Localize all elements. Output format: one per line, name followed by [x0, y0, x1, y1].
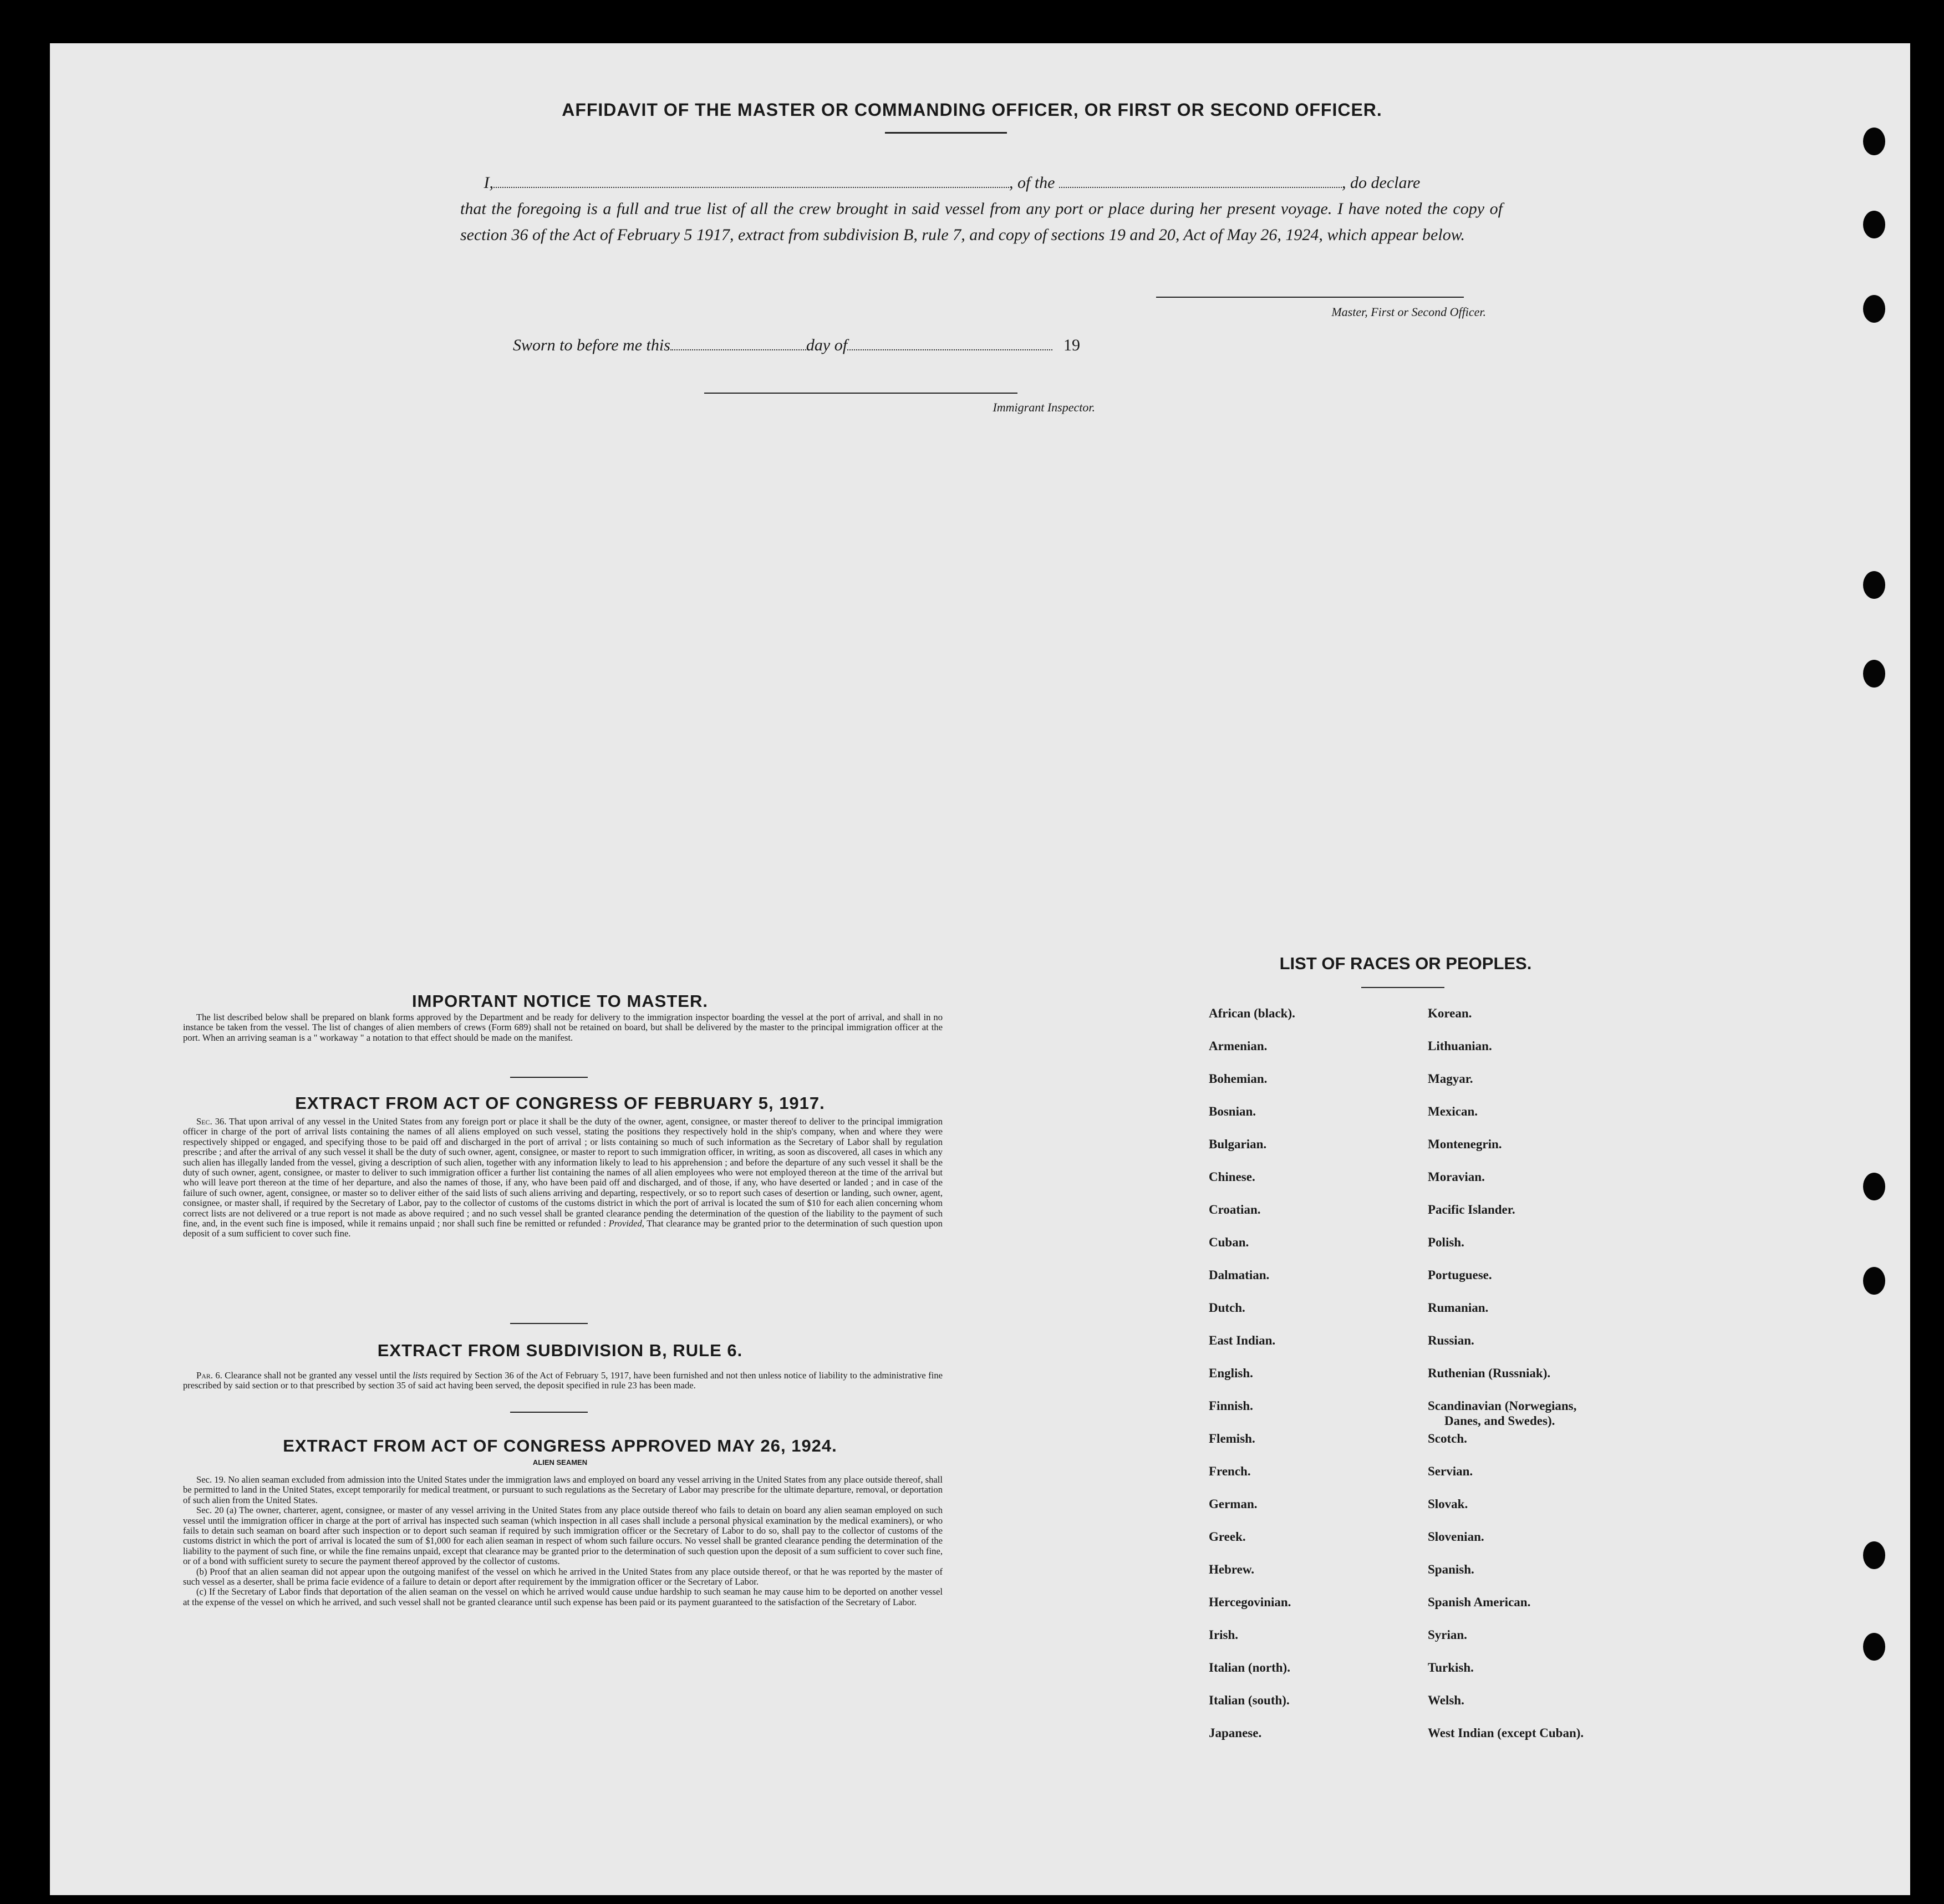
race-item: Turkish.	[1428, 1661, 1474, 1674]
race-item: Rumanian.	[1428, 1301, 1489, 1315]
race-item: Pacific Islander.	[1428, 1203, 1515, 1216]
subdivision-b-title: EXTRACT FROM SUBDIVISION B, RULE 6.	[377, 1341, 743, 1360]
race-item: Scandinavian (Norwegians,	[1428, 1399, 1577, 1413]
section-20b-text: (b) Proof that an alien seaman did not appear upon the outgoing manifest of the vessel on which he arrived in the United States from any place outside thereof, or that he was reported by the master of such vessel as a deserter, shall be prima facie evidence of a failure to detain or deport after requirement by the immigration officer or the Secretary of Labor.	[183, 1566, 943, 1587]
race-item: Montenegrin.	[1428, 1137, 1502, 1151]
race-item: Finnish.	[1209, 1399, 1253, 1413]
race-item: Ruthenian (Russniak).	[1428, 1366, 1551, 1380]
par-6-text-b: required by Section 36 of the Act of February 5, 1917, have been furnished and not then unless notice of liability to the administrative fine prescribed by said section or to that prescribed by section 35 of said act having been served, the deposit specified in rule 23 has been made.	[183, 1370, 943, 1391]
sworn-year: 19	[1063, 336, 1081, 354]
punch-hole	[1863, 1267, 1885, 1295]
punch-hole	[1863, 571, 1885, 599]
punch-hole	[1863, 128, 1885, 155]
race-item: Japanese.	[1209, 1726, 1262, 1740]
sworn-prefix: Sworn to before me this	[513, 336, 670, 354]
separator	[510, 1323, 588, 1324]
punch-hole	[1863, 1173, 1885, 1200]
race-item: Mexican.	[1428, 1104, 1478, 1118]
race-item: West Indian (except Cuban).	[1428, 1726, 1584, 1740]
extract-1917-title: EXTRACT FROM ACT OF CONGRESS OF FEBRUARY 5, 1917.	[295, 1093, 825, 1113]
race-item: Portuguese.	[1428, 1268, 1492, 1282]
par-6-label: Par. 6.	[196, 1370, 222, 1381]
punch-hole	[1863, 1541, 1885, 1569]
race-item: Slovenian.	[1428, 1530, 1484, 1544]
sworn-day-field[interactable]	[670, 338, 806, 350]
declarant-name-field[interactable]	[493, 176, 1009, 188]
inspector-signature-line[interactable]	[704, 393, 1017, 394]
sworn-line	[513, 336, 1080, 355]
affidavit-declaration	[460, 170, 1503, 248]
race-item: Italian (north).	[1209, 1661, 1290, 1674]
race-item: Polish.	[1428, 1235, 1464, 1249]
extract-1924-title: EXTRACT FROM ACT OF CONGRESS APPROVED MAY 26, 1924.	[283, 1436, 837, 1455]
race-item: Croatian.	[1209, 1203, 1261, 1216]
sworn-day-of: day of	[806, 336, 848, 354]
document-page	[50, 43, 1910, 1895]
race-item: English.	[1209, 1366, 1253, 1380]
race-item: Cuban.	[1209, 1235, 1249, 1249]
notice-title: IMPORTANT NOTICE TO MASTER.	[412, 991, 708, 1011]
race-item: African (black).	[1209, 1006, 1295, 1020]
races-underline	[1361, 987, 1444, 988]
vessel-name-field[interactable]	[1059, 176, 1342, 188]
separator	[510, 1412, 588, 1413]
race-item: French.	[1209, 1464, 1251, 1478]
race-item: Italian (south).	[1209, 1693, 1290, 1707]
section-36-label: Sec. 36.	[196, 1116, 227, 1127]
race-item: Magyar.	[1428, 1072, 1473, 1086]
declaration-text: that the foregoing is a full and true list of all the crew brought in said vessel from any port or place during her present voyage. I have noted the copy of section 36 of the Act of February 5 1917, extract from subdivision B, rule 7, and copy of sections 19 and 20, Act of May 26, 1924, which appear below.	[460, 200, 1503, 244]
subdivision-b-body	[183, 1371, 943, 1391]
par-6-text-a: Clearance shall not be granted any vessel until the	[225, 1370, 410, 1381]
races-title: LIST OF RACES OR PEOPLES.	[1279, 954, 1532, 973]
punch-hole	[1863, 211, 1885, 238]
race-item: Spanish.	[1428, 1562, 1474, 1576]
master-signature-label: Master, First or Second Officer.	[1331, 305, 1486, 319]
extract-1917-body	[183, 1117, 943, 1239]
race-item: Hebrew.	[1209, 1562, 1254, 1576]
master-signature-line[interactable]	[1156, 297, 1464, 298]
section-36-proviso: That clearance may be granted prior to the determination of such question upon deposit of a sum sufficient to cover such fine.	[183, 1218, 943, 1239]
race-item: Chinese.	[1209, 1170, 1255, 1184]
extract-1924-body	[183, 1475, 943, 1607]
race-item: Irish.	[1209, 1628, 1239, 1642]
section-36-text: That upon arrival of any vessel in the United States from any foreign port or place it shall be the duty of the owner, agent, consignee, or master thereof to deliver to the principal immigration officer in charge of the port of arrival lists containing the names of all aliens employed on such vessel, stating the positions they respectively hold in the ship's company, when and where they were respectively shipped or engaged, and specifying those to be paid off and discharged in the port of arrival ; or lists containing so much of such information as the Secretary of Labor shall by regulation prescribe ; and after the arrival of any such vessel it shall be the duty of such owner, agent, consignee, or master to report to such immigration officer, in writing, as soon as discovered, all cases in which any such alien has illegally landed from the vessel, giving a description of such alien, together with any information likely to lead to his apprehension ; and before the departure of any such vessel it shall be the duty of such owner, agent, consignee, or master to deliver to such immigration officer a further list containing the names of all alien employees who were not employed thereon at the time of the arrival but who will leave port thereon at the time of her departure, and also the names of those, if any, who have been paid off and discharged, and of those, if any, who have deserted or landed ; and in case of the failure of such owner, agent, consignee, or master so to deliver either of the said lists of such aliens arriving and departing, respectively, or so to report such cases of desertion or landing, such owner, agent, consignee, or master shall, if required by the Secretary of Labor, pay to the collector of customs of the customs district in which the port of arrival is located the sum of $10 for each alien concerning whom correct lists are not delivered or a true report is not made as above required ; and no such vessel shall be granted clearance pending the determination of the question of the liability to the payment of such fine, and, in the event such fine is imposed, while it remains unpaid ; nor shall such fine be remitted or refunded :	[183, 1116, 943, 1229]
race-item: Scotch.	[1428, 1432, 1467, 1445]
race-item: Slovak.	[1428, 1497, 1468, 1511]
race-item: Bohemian.	[1209, 1072, 1268, 1086]
race-item: Bulgarian.	[1209, 1137, 1267, 1151]
alien-seamen-subtitle: ALIEN SEAMEN	[532, 1458, 588, 1467]
title-underline	[885, 132, 1007, 134]
race-item: Servian.	[1428, 1464, 1473, 1478]
inspector-signature-label: Immigrant Inspector.	[993, 400, 1095, 414]
race-item: Moravian.	[1428, 1170, 1485, 1184]
race-item: Dutch.	[1209, 1301, 1245, 1315]
punch-hole	[1863, 660, 1885, 688]
notice-text: The list described below shall be prepared on blank forms approved by the Department and be ready for delivery to the immigration inspector boarding the vessel at the port of arrival, and shall in no instance be taken from the vessel. The list of changes of alien members of crews (Form 689) shall not be retained on board, but shall be delivered by the master to the principal immigration officer at the port. When an arriving seaman is a " workaway " a notation to that effect should be made on the manifest.	[183, 1012, 943, 1043]
race-item: Korean.	[1428, 1006, 1472, 1020]
race-item: Bosnian.	[1209, 1104, 1256, 1118]
declarant-prefix: I,	[484, 174, 493, 192]
section-19-text: Sec. 19. No alien seaman excluded from admission into the United States under the immigration laws and employed on board any vessel arriving in the United States from any place outside thereof, shall be permitted to land in the United States, except temporarily for medical treatment, or pursuant to such regulations as the Secretary of Labor may prescribe for the ultimate departure, removal, or deportation of such alien from the United States.	[183, 1474, 943, 1505]
race-item: Spanish American.	[1428, 1595, 1531, 1609]
notice-body	[183, 1012, 943, 1043]
race-item: Greek.	[1209, 1530, 1246, 1544]
race-item: Russian.	[1428, 1333, 1474, 1347]
section-20c-text: (c) If the Secretary of Labor finds that deportation of the alien seaman on the vessel on which he arrived would cause undue hardship to such seaman he may cause him to be deported on another vessel at the expense of the vessel on which he arrived, and such vessel shall not be granted clearance until such expense has been paid or its payment guaranteed to the satisfaction of the Secretary of Labor.	[183, 1586, 943, 1607]
race-item: German.	[1209, 1497, 1258, 1511]
punch-hole	[1863, 295, 1885, 323]
lists-word: lists	[413, 1370, 428, 1381]
race-item: East Indian.	[1209, 1333, 1276, 1347]
race-item: Lithuanian.	[1428, 1039, 1492, 1053]
of-the-label: , of the	[1009, 174, 1055, 192]
race-item: Syrian.	[1428, 1628, 1467, 1642]
race-item: Armenian.	[1209, 1039, 1268, 1053]
race-item: Dalmatian.	[1209, 1268, 1270, 1282]
do-declare-label: , do declare	[1342, 174, 1421, 192]
section-20a-text: Sec. 20 (a) The owner, charterer, agent, consignee, or master of any vessel arriving in the United States from any place outside thereof who fails to detain on board any alien seaman employed on such vessel until the immigration officer in charge at the port of arrival has inspected such seaman (which inspection in all cases shall include a personal physical examination by the medical examiners), or who fails to detain such seaman on board after such inspection or to deport such seaman if required by such immigration officer or the Secretary of Labor to do so, shall pay to the collector of customs of the customs district in which the port of arrival is located the sum of $1,000 for each alien seaman in respect of whom such failure occurs. No vessel shall be granted clearance pending the determination of the liability to the payment of such fine, or while the fine remains unpaid, except that clearance may be granted prior to the determination of such question upon the deposit of a sum sufficient to cover such fine, or of a bond with sufficient surety to secure the payment thereof approved by the collector of customs.	[183, 1505, 943, 1567]
sworn-month-field[interactable]	[847, 338, 1052, 350]
provided-word: Provided,	[608, 1218, 644, 1229]
race-item-continuation: Danes, and Swedes).	[1444, 1414, 1555, 1428]
punch-hole	[1863, 1633, 1885, 1661]
race-item: Hercegovinian.	[1209, 1595, 1291, 1609]
race-item: Flemish.	[1209, 1432, 1255, 1445]
affidavit-title: AFFIDAVIT OF THE MASTER OR COMMANDING OFFICER, OR FIRST OR SECOND OFFICER.	[562, 100, 1382, 120]
separator	[510, 1077, 588, 1078]
race-item: Welsh.	[1428, 1693, 1464, 1707]
